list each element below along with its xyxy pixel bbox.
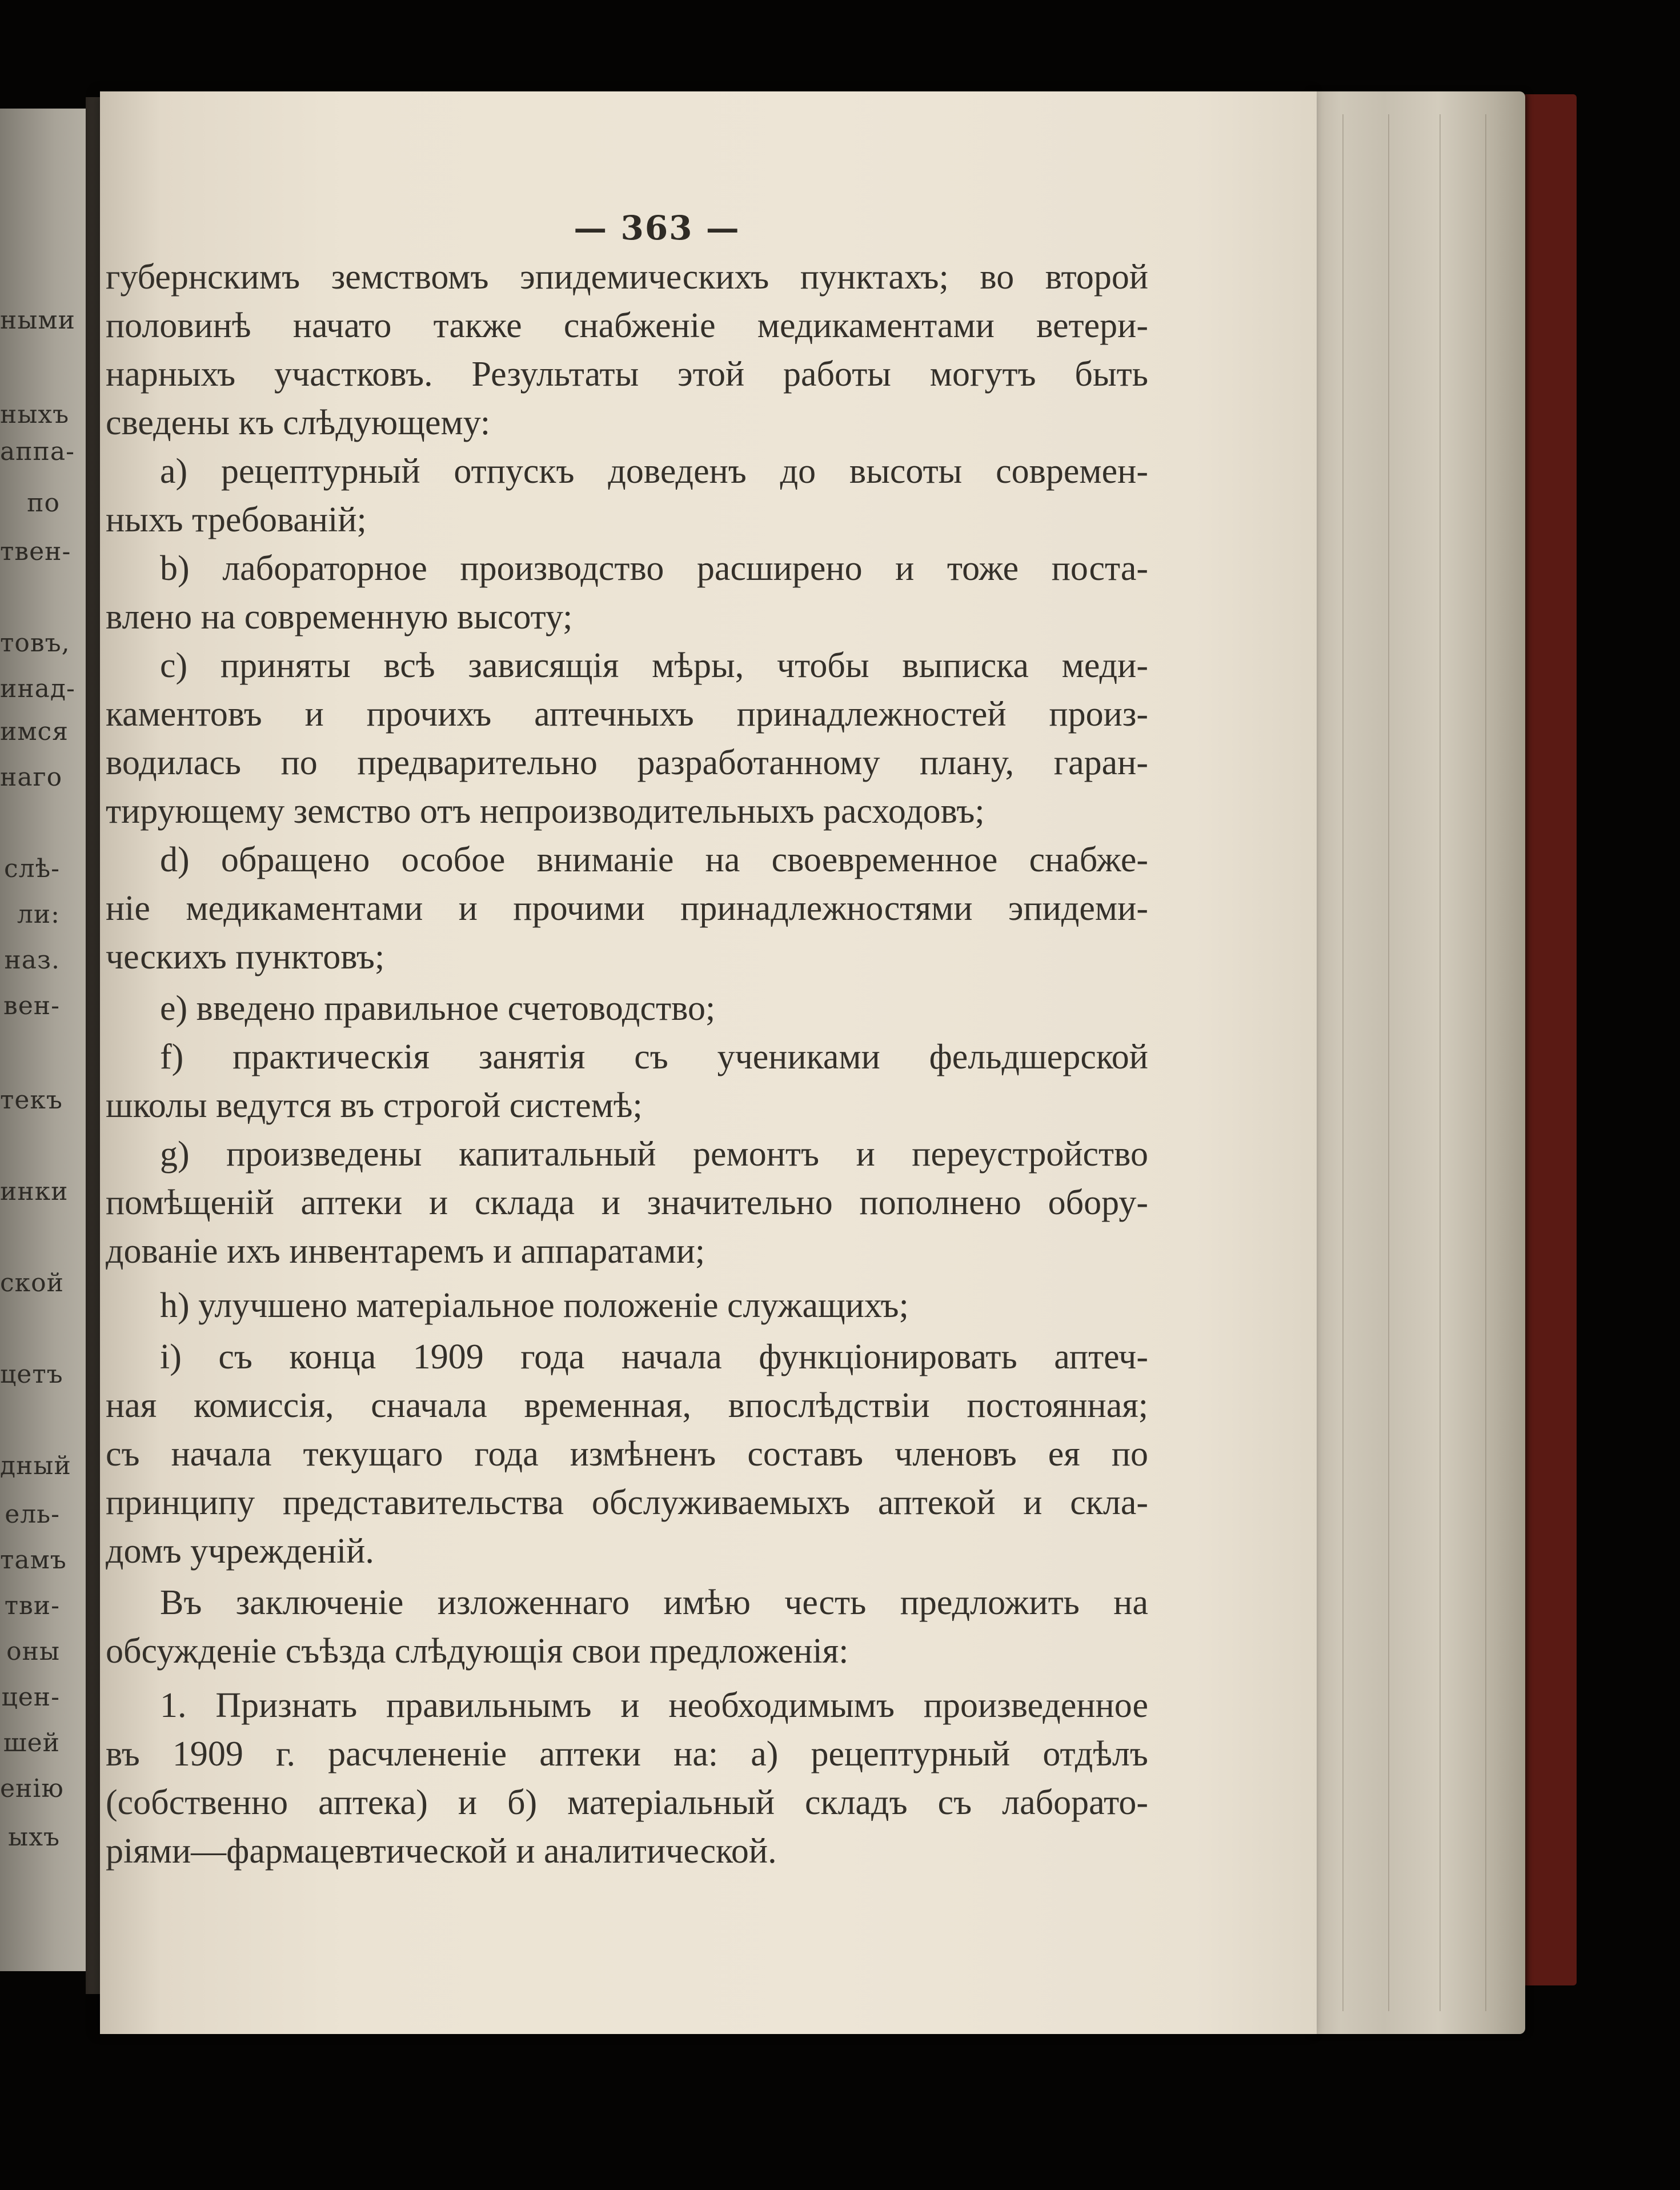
text-line: d) обращено особое вниманіе на своевременное снабже- — [160, 840, 1148, 879]
text-line: ріями—фармацевтической и аналитической. — [106, 1832, 777, 1871]
text-line: принципу представительства обслуживаемыхъ аптекой и скла- — [106, 1483, 1148, 1522]
text-line: помѣщеній аптеки и склада и значительно пополнено обору- — [106, 1183, 1148, 1222]
left-page-text-fragment: ель- — [5, 1500, 60, 1529]
left-page-text-fragment: вен- — [3, 991, 60, 1020]
text-line: 1. Признать правильнымъ и необходимымъ произведенное — [160, 1686, 1148, 1725]
left-page-text-fragment: наз. — [4, 946, 60, 975]
text-line: f) практическія занятія съ учениками фельдшерской — [160, 1038, 1148, 1076]
text-line: тирующему земство отъ непроизводительныхъ расходовъ; — [106, 792, 985, 831]
text-line: h) улучшено матеріальное положеніе служащихъ; — [160, 1286, 909, 1325]
text-line: ная комиссія, сначала временная, впослѣдствіи постоянная; — [106, 1386, 1148, 1425]
left-page-text-fragment: аппа- — [0, 437, 75, 466]
left-page-text-fragment: наго — [0, 763, 63, 792]
text-line: губернскимъ земствомъ эпидемическихъ пунктахъ; во второй — [106, 258, 1148, 297]
text-line: сведены къ слѣдующему: — [106, 403, 491, 442]
left-page-text-fragment: инад- — [0, 674, 75, 703]
left-page-text-fragment: дный — [0, 1451, 71, 1480]
page-number: — 363 — — [574, 209, 740, 247]
text-line: школы ведутся въ строгой системѣ; — [106, 1086, 643, 1125]
left-page-text-fragment: имся — [0, 717, 69, 746]
text-line: дованіе ихъ инвентаремъ и аппаратами; — [106, 1232, 705, 1271]
text-line: a) рецептурный отпускъ доведенъ до высоты современ- — [160, 452, 1148, 491]
left-page-text-fragment: ыхъ — [8, 1823, 60, 1852]
left-page-text-fragment: енію — [0, 1774, 64, 1803]
text-line: ніе медикаментами и прочими принадлежностями эпидеми- — [106, 889, 1148, 928]
left-page-text-fragment: оны — [6, 1637, 60, 1666]
left-page-text-fragment: слѣ- — [4, 854, 60, 883]
left-page-text-fragment: ныхъ — [0, 400, 70, 429]
text-line: g) произведены капитальный ремонтъ и переустройство — [160, 1135, 1148, 1174]
left-page-text-fragment: инки — [0, 1177, 69, 1206]
left-page-text-fragment: цетъ — [0, 1360, 63, 1389]
left-page-text-fragment: твен- — [0, 537, 71, 566]
left-page-text-fragment: цен- — [1, 1683, 60, 1712]
left-page-text-fragment: товъ, — [0, 628, 70, 658]
page-block-edge — [1308, 91, 1525, 2034]
text-line: (собственно аптека) и б) матеріальный складъ съ лаборато- — [106, 1783, 1148, 1822]
text-line: домъ учрежденій. — [106, 1532, 374, 1571]
left-page-text-fragment: тамъ — [0, 1546, 67, 1575]
text-line: половинѣ начато также снабженіе медикаментами ветери- — [106, 306, 1148, 345]
text-line: ческихъ пунктовъ; — [106, 938, 385, 976]
left-page-text-fragment: шей — [3, 1728, 60, 1757]
left-page-text-fragment: по — [27, 489, 60, 518]
text-line: съ начала текущаго года измѣненъ составъ членовъ ея по — [106, 1435, 1148, 1474]
text-line: нарныхъ участковъ. Результаты этой работы могутъ быть — [106, 355, 1148, 394]
left-page-text-fragment: тви- — [4, 1591, 60, 1620]
text-line: ныхъ требованій; — [106, 501, 367, 539]
text-line: водилась по предварительно разработанному плану, гаран- — [106, 743, 1148, 782]
book-page-363 — [100, 91, 1317, 2034]
left-page-text-fragment: ными — [0, 306, 75, 335]
left-page-text-fragment: текъ — [0, 1086, 63, 1115]
text-line: b) лабораторное производство расширено и тоже поста- — [160, 549, 1148, 588]
text-line: въ 1909 г. расчлененіе аптеки на: а) рецептурный отдѣлъ — [106, 1735, 1148, 1773]
left-page-text-fragment: ской — [0, 1268, 64, 1298]
text-line: c) приняты всѣ зависящія мѣры, чтобы выписка меди- — [160, 646, 1148, 685]
text-line: e) введено правильное счетоводство; — [160, 989, 716, 1028]
text-line: обсужденіе съѣзда слѣдующія свои предложенія: — [106, 1632, 849, 1671]
text-line: каментовъ и прочихъ аптечныхъ принадлежностей произ- — [106, 695, 1148, 734]
text-line: Въ заключеніе изложеннаго имѣю честь предложить на — [160, 1583, 1148, 1622]
text-line: влено на современную высоту; — [106, 598, 573, 636]
left-page-text-fragment: ли: — [17, 900, 60, 929]
text-line: i) съ конца 1909 года начала функціонировать аптеч- — [160, 1338, 1148, 1376]
